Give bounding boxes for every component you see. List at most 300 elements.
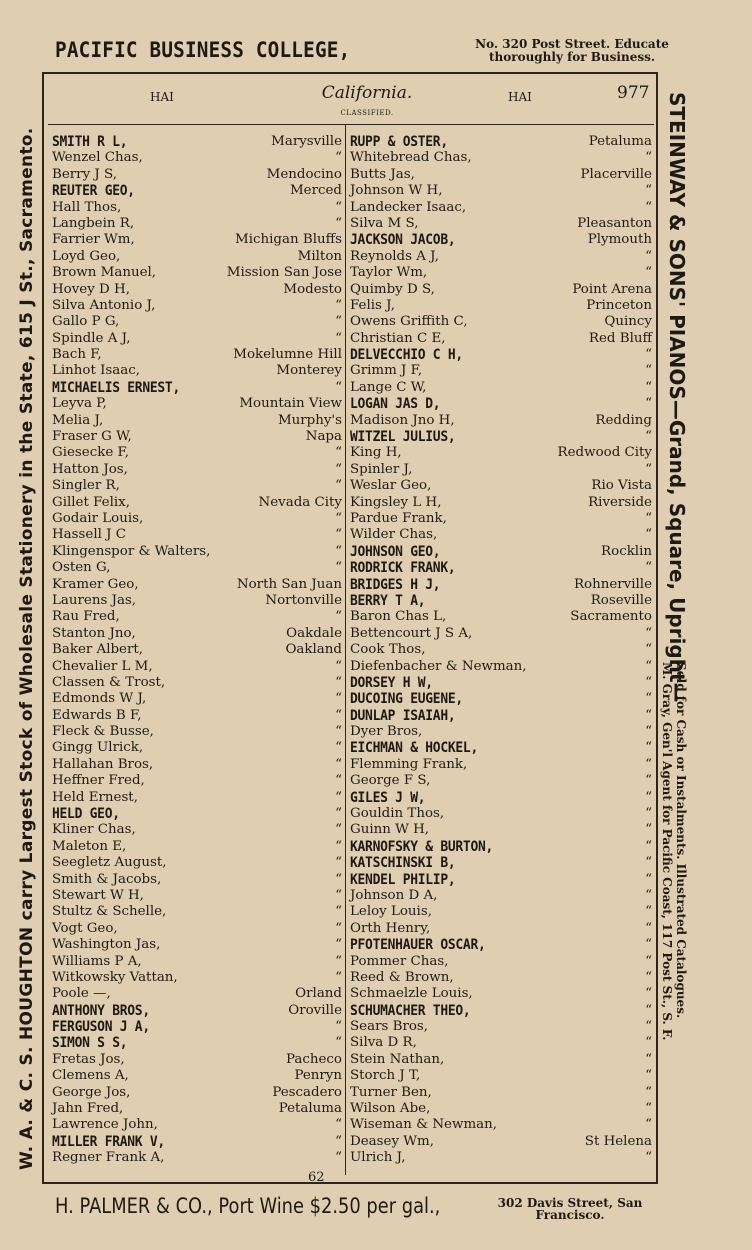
listing-name: Fleck & Busse, xyxy=(52,724,154,740)
listing-location: “ xyxy=(645,1002,652,1018)
listing-entry xyxy=(350,872,652,888)
listing-name: Johnson D A, xyxy=(350,887,438,903)
listing-location: “ xyxy=(645,347,652,363)
listing-name: Regner Frank A, xyxy=(52,1150,165,1166)
listing-entry xyxy=(350,232,652,248)
listing-entry xyxy=(350,724,652,740)
listing-location: Oakdale xyxy=(286,625,342,641)
listing-name: Fraser G W, xyxy=(52,429,132,445)
listing-location: Quincy xyxy=(604,314,652,330)
listing-location: “ xyxy=(335,1150,342,1166)
listing-name: Gillet Felix, xyxy=(52,494,130,510)
listing-entry xyxy=(52,560,342,576)
listing-entry xyxy=(350,511,652,527)
listing-entry xyxy=(52,708,342,724)
listing-entry xyxy=(52,380,342,396)
listing-entry xyxy=(350,970,652,986)
listing-name: Loyd Geo, xyxy=(52,248,121,264)
listing-name: Orth Henry, xyxy=(350,920,431,936)
listing-entry xyxy=(350,593,652,609)
listing-location: Merced xyxy=(289,183,342,199)
right-margin-ad-detail xyxy=(654,662,688,1182)
listing-location: “ xyxy=(645,986,652,1002)
listing-entry xyxy=(52,593,342,609)
listing-name: Stultz & Schelle, xyxy=(52,904,167,920)
listing-name: ANTHONY BROS, xyxy=(52,1002,150,1019)
listing-name: Hovey D H, xyxy=(52,281,130,297)
listing-name: LOGAN JAS D, xyxy=(350,396,441,413)
listing-entry xyxy=(350,1134,652,1150)
listing-entry xyxy=(350,954,652,970)
listing-location: Nortonville xyxy=(265,592,342,608)
listing-location: “ xyxy=(645,1117,652,1133)
listing-location: Mokelumne Hill xyxy=(233,347,342,363)
bottom-ad-headline: H. PALMER & CO., Port Wine $2.50 per gal., xyxy=(55,1194,441,1218)
listing-entry xyxy=(350,921,652,937)
listing-entry xyxy=(350,150,652,166)
listing-location: Red Bluff xyxy=(588,330,652,346)
listing-location: “ xyxy=(645,904,652,920)
listing-entry xyxy=(52,167,342,183)
listing-entry xyxy=(52,691,342,707)
listing-entry xyxy=(350,659,652,675)
listing-name: Dyer Bros, xyxy=(350,724,423,740)
listing-location: “ xyxy=(645,625,652,641)
listing-name: Lawrence John, xyxy=(52,1117,158,1133)
listing-location: “ xyxy=(335,740,342,756)
listing-entry xyxy=(52,183,342,199)
listing-entry xyxy=(52,839,342,855)
listing-location: “ xyxy=(645,1101,652,1117)
listing-entry xyxy=(52,577,342,593)
listing-name: Godair Louis, xyxy=(52,510,144,526)
listing-location: “ xyxy=(645,183,652,199)
listing-location: “ xyxy=(335,674,342,690)
listing-name: Edwards B F, xyxy=(52,707,142,723)
listing-location: “ xyxy=(335,150,342,166)
listing-entry xyxy=(52,921,342,937)
listing-location: Riverside xyxy=(588,494,652,510)
listing-name: RODRICK FRANK, xyxy=(350,560,456,577)
listing-location: Pescadero xyxy=(272,1084,342,1100)
listing-location: “ xyxy=(645,887,652,903)
listing-location: “ xyxy=(335,871,342,887)
listing-name: Reed & Brown, xyxy=(350,969,454,985)
listing-location: “ xyxy=(645,560,652,576)
listing-name: Chevalier L M, xyxy=(52,658,153,674)
listing-name: Osten G, xyxy=(52,560,111,576)
listing-name: King H, xyxy=(350,445,402,461)
listing-name: Stewart W H, xyxy=(52,887,144,903)
listing-entry xyxy=(52,363,342,379)
listing-entry xyxy=(52,1019,342,1035)
listing-entry xyxy=(350,986,652,1002)
listing-location: “ xyxy=(335,756,342,772)
listing-location: “ xyxy=(645,740,652,756)
listing-location: Mendocino xyxy=(266,166,342,182)
listing-name: George F S, xyxy=(350,773,431,789)
listing-entry xyxy=(52,970,342,986)
listing-location: “ xyxy=(645,691,652,707)
listing-location: “ xyxy=(645,969,652,985)
listing-name: Pardue Frank, xyxy=(350,510,447,526)
listing-entry xyxy=(350,134,652,150)
listing-entry xyxy=(350,1117,652,1133)
listing-location: Murphy's xyxy=(277,412,342,428)
listing-location: “ xyxy=(335,527,342,543)
listing-location: “ xyxy=(335,445,342,461)
header-rule xyxy=(48,124,654,125)
listing-entry xyxy=(350,527,652,543)
listing-entry xyxy=(52,150,342,166)
header-title: California. xyxy=(321,83,413,103)
listing-location: “ xyxy=(645,953,652,969)
listing-entry xyxy=(52,855,342,871)
listing-name: Diefenbacher & Newman, xyxy=(350,658,527,674)
listing-entry xyxy=(350,396,652,412)
listing-location: “ xyxy=(335,314,342,330)
listing-location: Marysville xyxy=(271,134,342,149)
listing-entry xyxy=(350,363,652,379)
listing-entry xyxy=(52,659,342,675)
listing-name: BERRY T A, xyxy=(350,592,426,609)
listing-location: “ xyxy=(335,953,342,969)
listing-name: DUCOING EUGENE, xyxy=(350,691,463,708)
listing-location: “ xyxy=(645,806,652,822)
listing-name: Berry J S, xyxy=(52,166,117,182)
listing-location: Petaluma xyxy=(278,1101,342,1117)
listing-location: “ xyxy=(335,773,342,789)
listing-entry xyxy=(350,544,652,560)
listing-entry xyxy=(52,314,342,330)
footer-page-number: 62 xyxy=(308,1170,325,1185)
listing-location: “ xyxy=(645,937,652,953)
listing-entry xyxy=(52,511,342,527)
listing-location: “ xyxy=(335,1035,342,1051)
listing-entry xyxy=(52,675,342,691)
listing-location: “ xyxy=(645,871,652,887)
listing-name: Hallahan Bros, xyxy=(52,756,154,772)
listing-name: Farrier Wm, xyxy=(52,232,135,248)
listing-name: Lange C W, xyxy=(350,379,427,395)
listing-location: “ xyxy=(335,199,342,215)
listing-entry xyxy=(52,134,342,150)
listing-name: Deasey Wm, xyxy=(350,1133,434,1149)
listing-entry xyxy=(350,937,652,953)
listing-entry xyxy=(350,904,652,920)
bottom-advertisement xyxy=(55,1190,655,1230)
listing-location: “ xyxy=(335,215,342,231)
listing-name: Smith & Jacobs, xyxy=(52,871,162,887)
listing-location: “ xyxy=(645,674,652,690)
listing-name: Cook Thos, xyxy=(350,642,426,658)
listing-entry xyxy=(52,986,342,1002)
listing-location: “ xyxy=(645,461,652,477)
listing-name: Gallo P G, xyxy=(52,314,120,330)
listing-location: “ xyxy=(645,248,652,264)
listing-location: “ xyxy=(645,363,652,379)
listing-entry xyxy=(350,1101,652,1117)
listing-location: Modesto xyxy=(283,281,342,297)
listing-entry xyxy=(52,1117,342,1133)
listing-location: “ xyxy=(645,1084,652,1100)
listing-name: Gingg Ulrick, xyxy=(52,740,144,756)
listing-entry xyxy=(52,445,342,461)
listing-name: JACKSON JACOB, xyxy=(350,232,456,249)
listing-name: Fretas Jos, xyxy=(52,1051,125,1067)
listing-location: Rocklin xyxy=(601,543,652,559)
listing-name: BRIDGES H J, xyxy=(350,576,441,593)
listing-location: “ xyxy=(645,265,652,281)
listing-entry xyxy=(52,757,342,773)
listing-name: Taylor Wm, xyxy=(350,265,428,281)
listing-name: Klingenspor & Walters, xyxy=(52,543,211,559)
right-margin-advertisement: STEINWAY & SONS' PIANOS—Grand, Square, Upright— xyxy=(665,92,689,703)
listing-location: “ xyxy=(335,543,342,559)
listing-entry xyxy=(350,806,652,822)
top-ad-detail: No. 320 Post Street. Educate thoroughly for Business. xyxy=(475,37,669,64)
listing-entry xyxy=(350,331,652,347)
listing-entry xyxy=(52,527,342,543)
listing-entry xyxy=(350,495,652,511)
listing-location: Placerville xyxy=(580,166,652,182)
listing-location: Nevada City xyxy=(258,494,342,510)
listing-entry xyxy=(52,282,342,298)
listing-name: Hassell J C xyxy=(52,527,127,543)
listing-entry xyxy=(52,216,342,232)
bottom-ad-detail: 302 Davis Street, San Francisco. xyxy=(497,1196,643,1222)
listing-entry xyxy=(350,1035,652,1051)
listing-entry xyxy=(350,183,652,199)
listing-entry xyxy=(52,806,342,822)
listing-location: North San Juan xyxy=(236,576,342,592)
listing-entry xyxy=(52,740,342,756)
listing-entry xyxy=(350,790,652,806)
listing-entry xyxy=(350,642,652,658)
listing-name: Heffner Fred, xyxy=(52,773,145,789)
listing-name: Edmonds W J, xyxy=(52,691,147,707)
listing-name: DUNLAP ISAIAH, xyxy=(350,707,456,724)
listing-entry xyxy=(52,413,342,429)
listing-entry xyxy=(350,413,652,429)
listing-entry xyxy=(350,282,652,298)
listing-location: Princeton xyxy=(586,297,652,313)
listing-location: “ xyxy=(645,1019,652,1035)
listing-location: “ xyxy=(645,199,652,215)
listing-location: “ xyxy=(335,461,342,477)
listing-entry xyxy=(52,1085,342,1101)
listing-name: Williams P A, xyxy=(52,953,142,969)
listing-entry xyxy=(350,740,652,756)
listing-location: Redding xyxy=(595,412,652,428)
listing-location: “ xyxy=(645,855,652,871)
listing-name: Turner Ben, xyxy=(350,1084,432,1100)
listing-name: Laurens Jas, xyxy=(52,592,137,608)
listing-name: Bach F, xyxy=(52,347,102,363)
listing-location: “ xyxy=(645,789,652,805)
listing-location: Rohnerville xyxy=(573,576,652,592)
listing-entry xyxy=(350,560,652,576)
listing-name: Melia J, xyxy=(52,412,104,428)
listing-entry xyxy=(350,609,652,625)
running-header xyxy=(42,80,654,120)
listing-entry xyxy=(52,265,342,281)
listing-name: Baker Albert, xyxy=(52,642,144,658)
top-advertisement xyxy=(55,36,669,74)
listing-name: Kramer Geo, xyxy=(52,576,139,592)
listing-entry xyxy=(350,577,652,593)
header-right-key: HAI xyxy=(508,90,532,104)
listing-name: Felis J, xyxy=(350,297,396,313)
listing-entry xyxy=(350,462,652,478)
listing-location: “ xyxy=(645,658,652,674)
listing-name: Singler R, xyxy=(52,478,120,494)
listing-name: Stein Nathan, xyxy=(350,1051,445,1067)
listing-location: Milton xyxy=(297,248,342,264)
listing-name: Gouldin Thos, xyxy=(350,806,445,822)
listing-name: MILLER FRANK V, xyxy=(52,1133,165,1150)
listing-name: Silva D R, xyxy=(350,1035,417,1051)
listing-name: SMITH R L, xyxy=(52,134,128,150)
column-divider xyxy=(345,125,346,1175)
listing-entry xyxy=(350,380,652,396)
listing-entry xyxy=(52,347,342,363)
listing-name: Weslar Geo, xyxy=(350,478,432,494)
listing-name: Reynolds A J, xyxy=(350,248,440,264)
listing-name: FERGUSON J A, xyxy=(52,1019,150,1036)
listing-entry xyxy=(350,691,652,707)
listing-entry xyxy=(350,1068,652,1084)
listing-entry xyxy=(350,757,652,773)
listing-location: “ xyxy=(645,642,652,658)
listing-entry xyxy=(350,708,652,724)
listing-entry xyxy=(350,1150,652,1166)
listing-name: KATSCHINSKI B, xyxy=(350,855,456,872)
listing-name: RUPP & OSTER, xyxy=(350,134,448,150)
listing-entry xyxy=(52,937,342,953)
listing-entry xyxy=(350,1085,652,1101)
listing-name: DORSEY H W, xyxy=(350,674,433,691)
listing-name: Washington Jas, xyxy=(52,937,161,953)
listing-name: Poole —, xyxy=(52,986,111,1002)
listing-entry xyxy=(52,773,342,789)
listing-location: St Helena xyxy=(584,1133,652,1149)
listing-name: Wilson Abe, xyxy=(350,1101,431,1117)
listing-entry xyxy=(350,1052,652,1068)
listing-entry xyxy=(52,429,342,445)
listing-entry xyxy=(52,396,342,412)
listing-location: “ xyxy=(335,920,342,936)
listing-location: “ xyxy=(335,1117,342,1133)
listing-location: “ xyxy=(645,1150,652,1166)
listing-location: “ xyxy=(645,822,652,838)
header-subtitle: CLASSIFIED. xyxy=(340,109,394,117)
listing-name: Rau Fred, xyxy=(52,609,120,625)
right-listing-column xyxy=(350,134,652,1167)
listing-entry xyxy=(350,773,652,789)
listing-name: Sears Bros, xyxy=(350,1019,429,1035)
header-left-key: HAI xyxy=(150,90,174,104)
listing-entry xyxy=(350,347,652,363)
listing-entry xyxy=(350,839,652,855)
listing-location: Orland xyxy=(295,986,342,1002)
listing-location: Michigan Bluffs xyxy=(235,232,342,248)
listing-name: Christian C E, xyxy=(350,330,446,346)
listing-name: Schmaelzle Louis, xyxy=(350,986,473,1002)
listing-name: Whitebread Chas, xyxy=(350,150,472,166)
listing-location: Mission San Jose xyxy=(226,265,342,281)
listing-name: Kingsley L H, xyxy=(350,494,442,510)
listing-location: Point Arena xyxy=(572,281,652,297)
listing-location: “ xyxy=(645,510,652,526)
listing-name: EICHMAN & HOCKEL, xyxy=(350,740,478,757)
listing-entry xyxy=(52,544,342,560)
listing-name: Bettencourt J S A, xyxy=(350,625,473,641)
listing-entry xyxy=(52,1052,342,1068)
left-listing-column xyxy=(52,134,342,1167)
listing-name: Butts Jas, xyxy=(350,166,415,182)
listing-location: “ xyxy=(335,724,342,740)
listing-entry xyxy=(52,1068,342,1084)
listing-name: Quimby D S, xyxy=(350,281,435,297)
listing-entry xyxy=(52,790,342,806)
listing-name: Kliner Chas, xyxy=(52,822,136,838)
listing-location: Petaluma xyxy=(588,134,652,149)
listing-location: “ xyxy=(335,904,342,920)
listing-location: Oroville xyxy=(288,1002,342,1018)
listing-entry xyxy=(52,200,342,216)
listing-location: Rio Vista xyxy=(591,478,652,494)
listing-entry xyxy=(350,314,652,330)
listing-location: “ xyxy=(645,724,652,740)
listing-name: PFOTENHAUER OSCAR, xyxy=(350,937,486,954)
page-number: 977 xyxy=(617,83,650,103)
listing-location: Monterey xyxy=(276,363,342,379)
listing-entry xyxy=(52,642,342,658)
listing-name: Witkowsky Vattan, xyxy=(52,969,178,985)
listing-location: Pleasanton xyxy=(577,215,652,231)
listing-entry xyxy=(52,478,342,494)
listing-entry xyxy=(52,872,342,888)
listing-name: Brown Manuel, xyxy=(52,265,157,281)
listing-entry xyxy=(350,167,652,183)
listing-name: Vogt Geo, xyxy=(52,920,118,936)
listing-location: “ xyxy=(335,379,342,395)
listing-location: “ xyxy=(645,1068,652,1084)
listing-name: Landecker Isaac, xyxy=(350,199,467,215)
listing-entry xyxy=(350,822,652,838)
listing-location: “ xyxy=(335,887,342,903)
listing-location: Penryn xyxy=(294,1068,342,1084)
listing-entry xyxy=(350,200,652,216)
listing-name: Langbein R, xyxy=(52,215,135,231)
listing-name: Linhot Isaac, xyxy=(52,363,141,379)
listing-location: “ xyxy=(645,150,652,166)
listing-location: Plymouth xyxy=(587,232,652,248)
listing-location: “ xyxy=(335,806,342,822)
listing-location: “ xyxy=(335,707,342,723)
listing-name: Leyva P, xyxy=(52,396,107,412)
listing-location: Pacheco xyxy=(285,1051,342,1067)
listing-location: “ xyxy=(335,478,342,494)
listing-entry xyxy=(52,495,342,511)
listing-name: Maleton E, xyxy=(52,838,127,854)
listing-name: Hall Thos, xyxy=(52,199,122,215)
listing-entry xyxy=(52,462,342,478)
listing-name: Guinn W H, xyxy=(350,822,430,838)
right-ad-detail-line-1: Sold for Cash or Instalments. Illustrated Catalogues. xyxy=(674,662,688,1019)
listing-location: “ xyxy=(335,1019,342,1035)
